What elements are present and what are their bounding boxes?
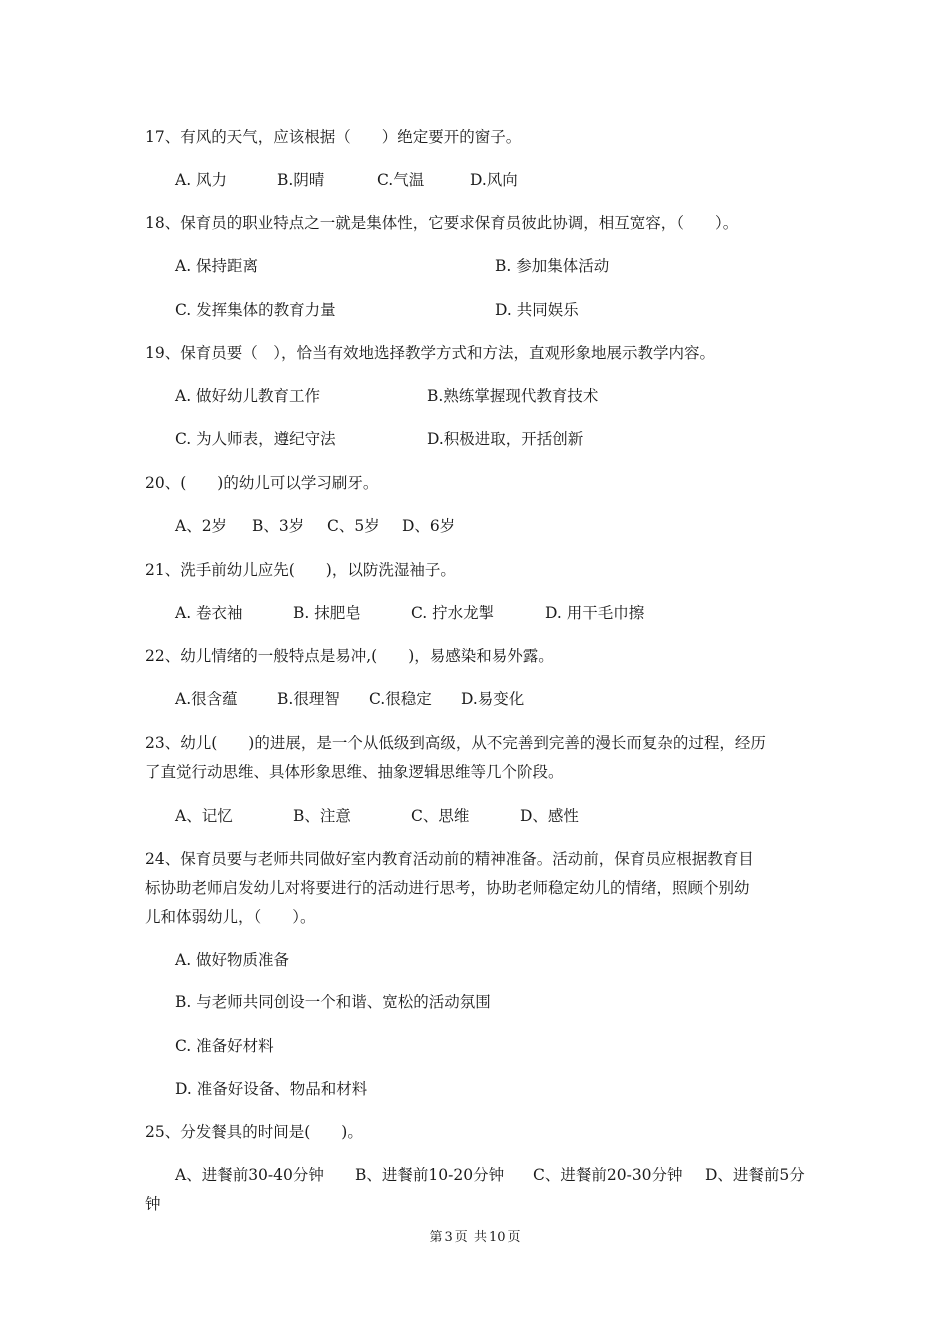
question-20-option-b: B、3岁	[252, 517, 305, 535]
question-23-stem-line-1: 23、幼儿( )的进展，是一个从低级到高级，从不完善到完善的漫长而复杂的过程，经历	[145, 734, 766, 752]
question-17-option-b: B.阴晴	[277, 171, 325, 189]
question-20-stem: 20、( )的幼儿可以学习刷牙。	[145, 474, 379, 492]
question-23-option-a: A、记忆	[175, 807, 233, 825]
question-23-stem-line-2: 了直觉行动思维、具体形象思维、抽象逻辑思维等几个阶段。	[145, 763, 564, 781]
question-20-option-a: A、2岁	[175, 517, 228, 535]
question-23-option-d: D、感性	[520, 807, 579, 825]
question-22-option-b: B.很理智	[277, 690, 340, 708]
question-22-stem: 22、幼儿情绪的一般特点是易冲,( )，易感染和易外露。	[145, 647, 554, 665]
question-24-stem-line-1: 24、保育员要与老师共同做好室内教育活动前的精神准备。活动前，保育员应根据教育目	[145, 850, 754, 868]
question-18-option-b: B. 参加集体活动	[495, 257, 610, 275]
footer-total-pages: 10	[488, 1230, 506, 1245]
question-22-option-c: C.很稳定	[369, 690, 432, 708]
question-20-option-d: D、6岁	[402, 517, 456, 535]
question-21-option-d: D. 用干毛巾擦	[545, 604, 645, 622]
question-19-option-a: A. 做好幼儿教育工作	[175, 387, 321, 405]
footer-total-label: 共	[473, 1230, 487, 1245]
question-25-option-d: D、进餐前5分	[705, 1166, 805, 1184]
question-18-option-d: D. 共同娱乐	[495, 301, 579, 319]
question-18-option-c: C. 发挥集体的教育力量	[175, 301, 336, 319]
question-19-option-c: C. 为人师表，遵纪守法	[175, 430, 336, 448]
question-17-option-c: C.气温	[377, 171, 425, 189]
page-footer	[0, 1229, 950, 1247]
question-21-stem: 21、洗手前幼儿应先( )，以防洗湿袖子。	[145, 561, 456, 579]
question-21-option-a: A. 卷衣袖	[175, 604, 243, 622]
question-24-option-c: C. 准备好材料	[175, 1037, 274, 1055]
question-24-option-a: A. 做好物质准备	[175, 951, 290, 969]
question-18-stem: 18、保育员的职业特点之一就是集体性，它要求保育员彼此协调，相互宽容，（ ）。	[145, 214, 739, 232]
question-24-option-d: D. 准备好设备、物品和材料	[175, 1080, 368, 1098]
question-25-option-c: C、进餐前20-30分钟	[533, 1166, 683, 1184]
question-23-option-b: B、注意	[293, 807, 351, 825]
question-25-option-b: B、进餐前10-20分钟	[355, 1166, 505, 1184]
question-25-stem: 25、分发餐具的时间是( )。	[145, 1123, 363, 1141]
footer-current-page: 3	[444, 1230, 453, 1245]
question-24-stem-line-3: 儿和体弱幼儿，（ ）。	[145, 908, 316, 926]
question-25-option-a: A、进餐前30-40分钟	[175, 1166, 324, 1184]
footer-page-label: 第	[429, 1230, 443, 1245]
question-18-option-a: A. 保持距离	[175, 257, 259, 275]
question-25-option-d-wrap: 钟	[145, 1195, 161, 1213]
footer-total-unit: 页	[507, 1230, 521, 1245]
question-21-option-c: C. 拧水龙掣	[411, 604, 495, 622]
question-19-option-b: B.熟练掌握现代教育技术	[427, 387, 599, 405]
question-17-option-d: D.风向	[470, 171, 518, 189]
question-20-option-c: C、5岁	[327, 517, 380, 535]
question-19-stem: 19、保育员要（ ），恰当有效地选择教学方式和方法，直观形象地展示教学内容。	[145, 344, 715, 362]
footer-page-unit: 页	[454, 1230, 468, 1245]
question-17-option-a: A. 风力	[175, 171, 228, 189]
question-21-option-b: B. 抹肥皂	[293, 604, 361, 622]
question-24-stem-line-2: 标协助老师启发幼儿对将要进行的活动进行思考，协助老师稳定幼儿的情绪，照顾个别幼	[145, 879, 750, 897]
question-23-option-c: C、思维	[411, 807, 470, 825]
question-24-option-b: B. 与老师共同创设一个和谐、宽松的活动氛围	[175, 993, 491, 1011]
question-22-option-d: D.易变化	[461, 690, 525, 708]
question-17-stem: 17、有风的天气，应该根据（ ）绝定要开的窗子。	[145, 128, 522, 146]
question-22-option-a: A.很含蕴	[175, 690, 238, 708]
question-19-option-d: D.积极进取，开括创新	[427, 430, 584, 448]
